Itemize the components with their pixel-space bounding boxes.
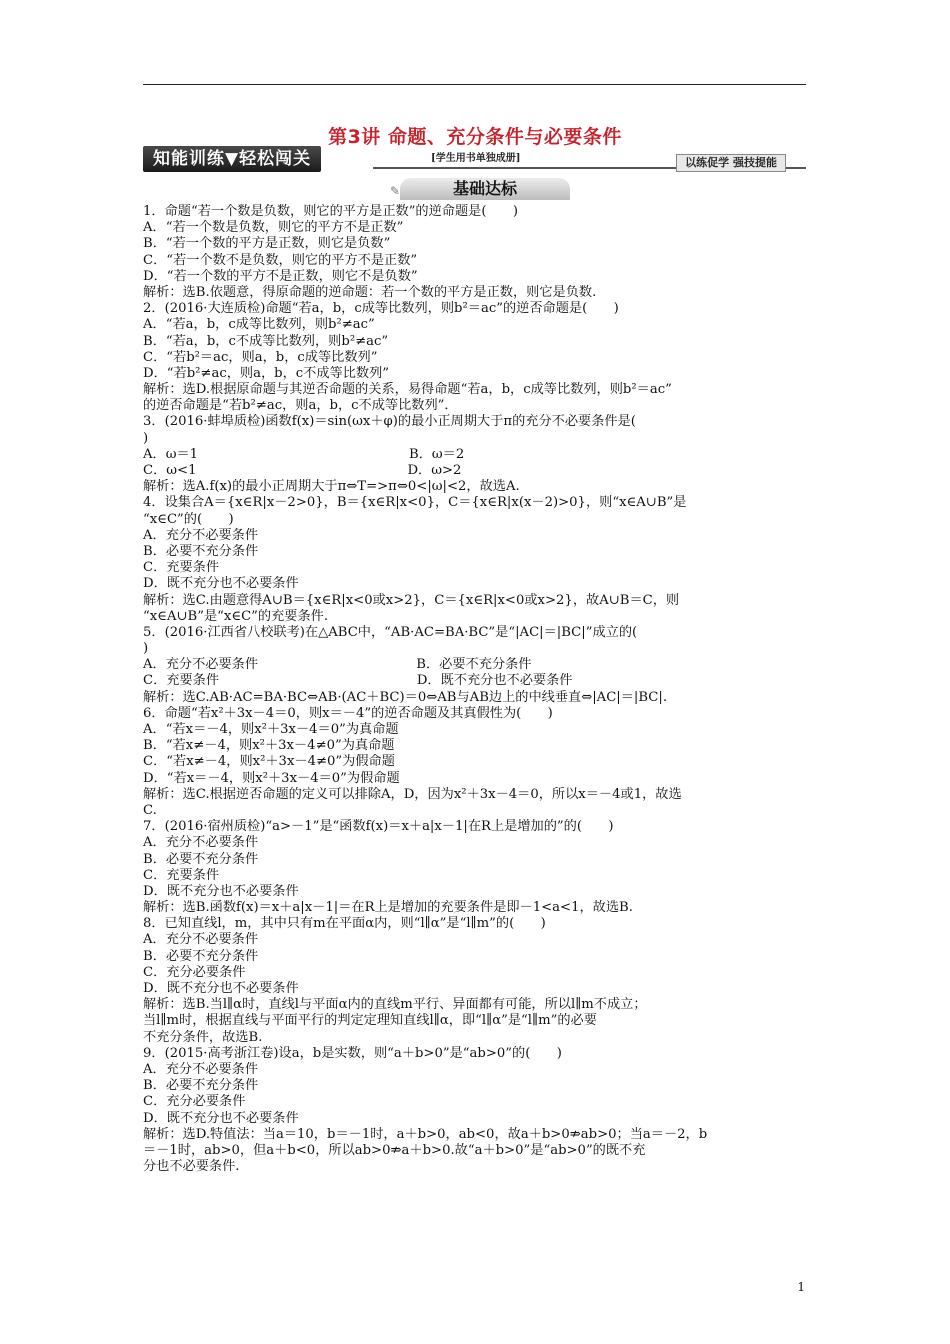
text-line: A．“若a，b，c成等比数列，则b²≠ac” bbox=[143, 317, 375, 333]
text-line: A．“若一个数是负数，则它的平方不是正数” bbox=[143, 220, 404, 236]
text-line: 解析：选B.函数f(x)＝x＋a|x－1|＝在R上是增加的充要条件是即－1<a<1，故选B. bbox=[143, 900, 633, 916]
text-line: ＝－1时，ab>0，但a＋b<0，所以ab>0⇏a＋b>0.故“a＋b>0”是“ab>0”的既不充 bbox=[143, 1142, 646, 1158]
text-line: “x∈C”的( ) bbox=[143, 511, 234, 527]
text-line: ) bbox=[143, 641, 149, 657]
text-line: B．“若一个数的平方是正数，则它是负数” bbox=[143, 236, 391, 252]
text-line: B．必要不充分条件 bbox=[143, 1078, 259, 1094]
text-line: 解析：选B.依题意，得原命题的逆命题：若一个数的平方是正数，则它是负数. bbox=[143, 284, 597, 300]
banner-note: [学生用书单独成册] bbox=[431, 153, 521, 164]
text-line: 分也不必要条件. bbox=[143, 1159, 240, 1175]
text-line: D．既不充分也不必要条件 bbox=[143, 981, 299, 996]
text-line: C．ω<1 D．ω>2 bbox=[143, 463, 462, 478]
text-line: 当l∥m时，根据直线与平面平行的判定定理知直线l∥α，即“l∥α”是“l∥m”的必要 bbox=[143, 1013, 597, 1029]
section-header bbox=[390, 178, 570, 200]
text-line: C．充要条件 bbox=[143, 867, 220, 883]
text-line: D．“若一个数的平方不是正数，则它不是负数” bbox=[143, 268, 418, 284]
text-line: D．既不充分也不必要条件 bbox=[143, 1110, 299, 1126]
text-line: A．ω＝1 B．ω＝2 bbox=[143, 446, 465, 462]
text-line: 1．命题“若一个数是负数，则它的平方是正数”的逆命题是( ) bbox=[143, 204, 519, 219]
text-line: D．“若x＝－4，则x²＋3x－4＝0”为假命题 bbox=[143, 770, 400, 786]
text-line: C．充要条件 bbox=[143, 560, 220, 576]
text-line: 的逆否命题是“若b²≠ac，则a，b，c不成等比数列”． bbox=[143, 398, 458, 414]
text-line: C．“若一个数不是负数，则它的平方不是正数” bbox=[143, 252, 418, 268]
text-line: ) bbox=[143, 430, 149, 446]
text-line: A．充分不必要条件 B．必要不充分条件 bbox=[143, 657, 532, 673]
text-line: 2．(2016·大连质检)命题“若a，b，c成等比数列，则b²＝ac”的逆否命题是( ) bbox=[143, 301, 619, 317]
text-line: 9．(2015·高考浙江卷)设a，b是实数，则“a＋b>0”是“ab>0”的( ) bbox=[143, 1045, 562, 1061]
page-number: 1 bbox=[797, 1280, 805, 1294]
text-line: C．“若b²＝ac，则a，b，c成等比数列” bbox=[143, 349, 378, 365]
text-line: B．必要不充分条件 bbox=[143, 948, 259, 964]
text-line: A．充分不必要条件 bbox=[143, 527, 259, 543]
text-line: B．必要不充分条件 bbox=[143, 543, 259, 559]
text-line: 4．设集合A＝{x∈R|x－2>0}，B＝{x∈R|x<0}，C＝{x∈R|x(x－2)>0}，则“x∈A∪B”是 bbox=[143, 495, 687, 511]
text-line: 解析：选C.AB·AC=BA·BC⇔AB·(AC＋BC)＝0⇔AB与AB边上的中线垂直⇔|AC|＝|BC|. bbox=[143, 689, 668, 705]
text-line: 解析：选C.由题意得A∪B＝{x∈R|x<0或x>2}，C＝{x∈R|x<0或x>2}，故A∪B＝C，则 bbox=[143, 592, 680, 608]
text-line: 解析：选B.当l∥α时，直线l与平面α内的直线m平行、异面都有可能，所以l∥m不成立； bbox=[143, 997, 647, 1013]
text-line: 解析：选D.根据原命题与其逆否命题的关系，易得命题“若a，b，c成等比数列，则b²＝ac” bbox=[143, 382, 672, 398]
text-line: B．“若x≠－4，则x²＋3x－4≠0”为真命题 bbox=[143, 738, 395, 754]
text-line: C．充要条件 D．既不充分也不必要条件 bbox=[143, 673, 573, 689]
text-line: D．既不充分也不必要条件 bbox=[143, 576, 299, 592]
text-line: A．充分不必要条件 bbox=[143, 1061, 259, 1077]
top-rule bbox=[143, 84, 806, 85]
section-title: 基础达标 bbox=[452, 179, 517, 198]
banner-tagline: 以练促学 强技提能 bbox=[676, 154, 786, 172]
text-line: 8．已知直线l，m，其中只有m在平面α内，则“l∥α”是“l∥m”的( ) bbox=[143, 916, 546, 932]
text-line: D．“若b²≠ac，则a，b，c不成等比数列” bbox=[143, 365, 390, 381]
text-line: 5．(2016·江西省八校联考)在△ABC中，“AB·AC=BA·BC”是“|AC|＝|BC|”成立的( bbox=[143, 624, 638, 640]
text-line: C. bbox=[143, 802, 157, 818]
banner-label: 知能训练▼轻松闯关 bbox=[143, 146, 321, 172]
text-line: D．既不充分也不必要条件 bbox=[143, 883, 299, 899]
exercise-content bbox=[143, 204, 806, 1175]
pencil-icon: ✎ bbox=[390, 184, 401, 198]
text-line: 解析：选C.根据逆否命题的定义可以排除A，D，因为x²＋3x－4＝0，所以x＝－4或1，故选 bbox=[143, 786, 682, 802]
text-line: A．充分不必要条件 bbox=[143, 932, 259, 948]
text-line: B．必要不充分条件 bbox=[143, 851, 259, 867]
text-line: 不充分条件，故选B. bbox=[143, 1029, 263, 1045]
header-banner bbox=[143, 146, 806, 174]
text-line: 解析：选A.f(x)的最小正周期大于π⇔T=>π⇔0<|ω|<2，故选A. bbox=[143, 479, 520, 495]
text-line: C．“若x≠－4，则x²＋3x－4≠0”为假命题 bbox=[143, 754, 395, 770]
text-line: A．“若x＝－4，则x²＋3x－4＝0”为真命题 bbox=[143, 722, 399, 737]
text-line: 解析：选D.特值法：当a＝10，b＝－1时，a＋b>0，ab<0，故a＋b>0⇏ab>0；当a＝－2，b bbox=[143, 1126, 708, 1142]
text-line: B．“若a，b，c不成等比数列，则b²≠ac” bbox=[143, 333, 389, 349]
text-line: C．充分必要条件 bbox=[143, 1094, 246, 1110]
text-line: 7．(2016·宿州质检)“a>－1”是“函数f(x)＝x＋a|x－1|在R上是增加的”的( ) bbox=[143, 819, 614, 835]
page-title: 第3讲 命题、充分条件与必要条件 bbox=[328, 126, 622, 148]
text-line: “x∈A∪B”是“x∈C”的充要条件. bbox=[143, 608, 329, 624]
text-line: 3．(2016·蚌埠质检)函数f(x)＝sin(ωx＋φ)的最小正周期大于π的充分不必要条件是( bbox=[143, 414, 636, 430]
text-line: C．充分必要条件 bbox=[143, 964, 246, 980]
text-line: 6．命题“若x²＋3x－4＝0，则x＝－4”的逆否命题及其真假性为( ) bbox=[143, 705, 553, 721]
text-line: A．充分不必要条件 bbox=[143, 835, 259, 851]
